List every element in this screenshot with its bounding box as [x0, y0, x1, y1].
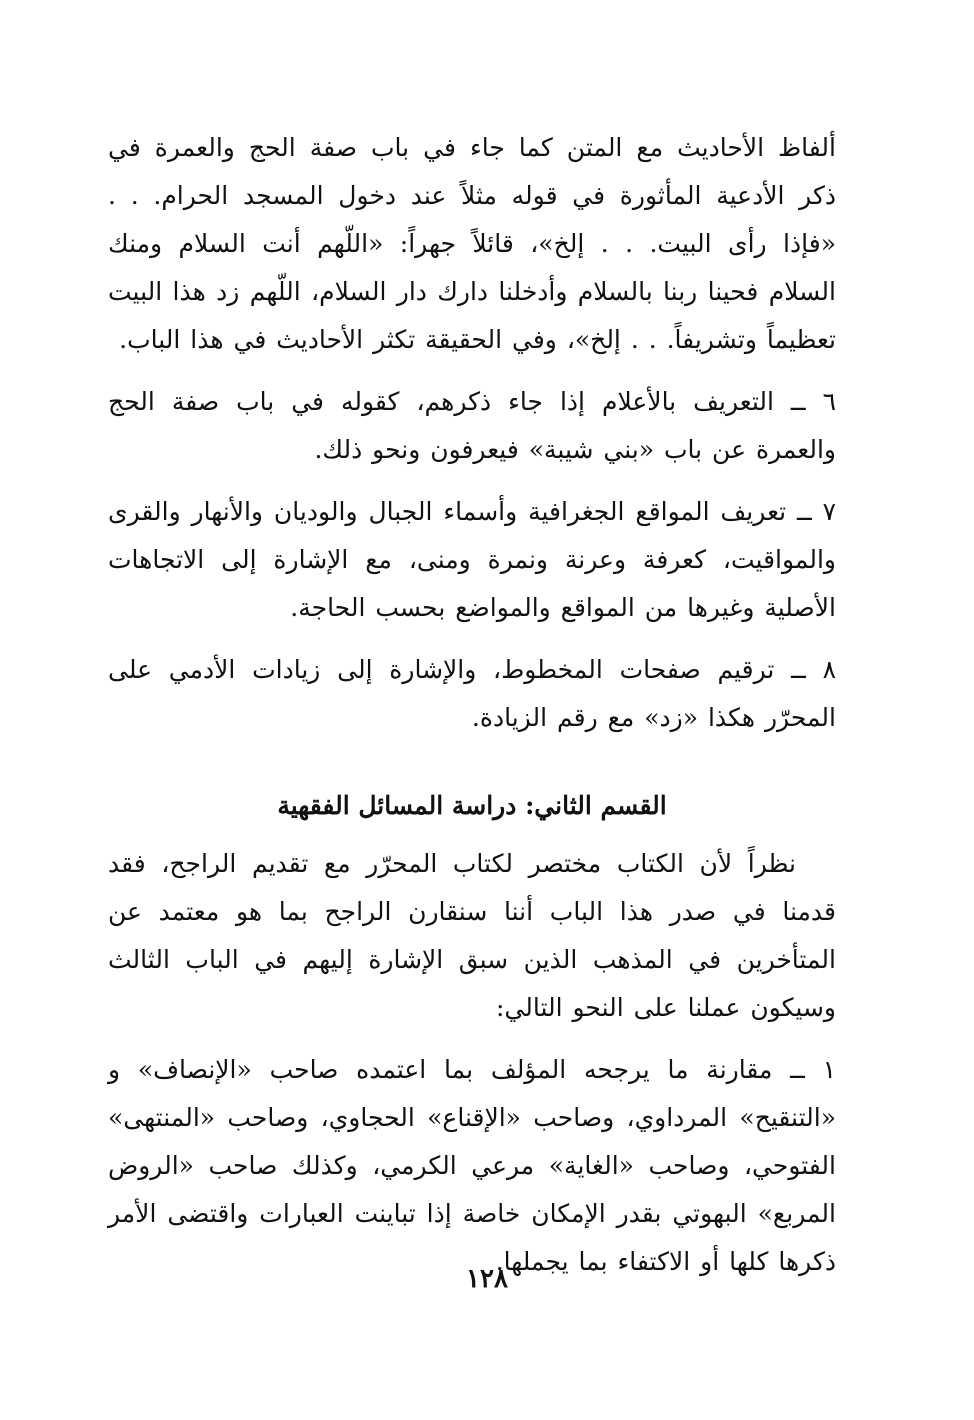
- section-heading: القسم الثاني: دراسة المسائل الفقهية: [277, 791, 667, 820]
- page-number: ١٢٨: [466, 1264, 508, 1294]
- paragraph-section-intro: نظراً لأن الكتاب مختصر لكتاب المحرّر مع تقديم الراجح، فقد قدمنا في صدر هذا الباب أننا سنقارن الراجح بما هو معتمد عن المتأخرين في المذهب الذين سبق الإشارة إليهم في الباب الثالث وسيكون عملنا على النحو التالي:: [108, 849, 836, 1022]
- paragraph-item-6: ٦ ــ التعريف بالأعلام إذا جاء ذكرهم، كقوله في باب صفة الحج والعمرة عن باب «بني شيبة» فيعرفون ونحو ذلك.: [108, 387, 836, 464]
- page-body: [108, 124, 836, 1286]
- paragraph-item-7: ٧ ــ تعريف المواقع الجغرافية وأسماء الجبال والوديان والأنهار والقرى والمواقيت، كعرفة وعرنة ونمرة ومنى، مع الإشارة إلى الاتجاهات الأصلية وغيرها من المواقع والمواضع بحسب الحاجة.: [108, 497, 836, 622]
- paragraph-item-8: ٨ ــ ترقيم صفحات المخطوط، والإشارة إلى زيادات الأدمي على المحرّر هكذا «زد» مع رقم الزيادة.: [108, 655, 836, 732]
- paragraph-hadith-wording: ألفاظ الأحاديث مع المتن كما جاء في باب صفة الحج والعمرة في ذكر الأدعية المأثورة في قوله مثلاً عند دخول المسجد الحرام. . . «فإذا رأى البيت. . . إلخ»، قائلاً جهراً: «اللّهم أنت السلام ومنك السلام فحينا ربنا بالسلام وأدخلنا دارك دار السلام، اللّهم زد هذا البيت تعظيماً وتشريفاً. . . إلخ»، وفي الحقيقة تكثر الأحاديث في هذا الباب.: [108, 133, 836, 354]
- paragraph-item-1: ١ ــ مقارنة ما يرجحه المؤلف بما اعتمده صاحب «الإنصاف» و «التنقيح» المرداوي، وصاحب «الإقناع» الحجاوي، وصاحب «المنتهى» الفتوحي، وصاحب «الغاية» مرعي الكرمي، وكذلك صاحب «الروض المربع» البهوتي بقدر الإمكان خاصة إذا تباينت العبارات واقتضى الأمر ذكرها كلها أو الاكتفاء بما يجملها.: [108, 1055, 836, 1276]
